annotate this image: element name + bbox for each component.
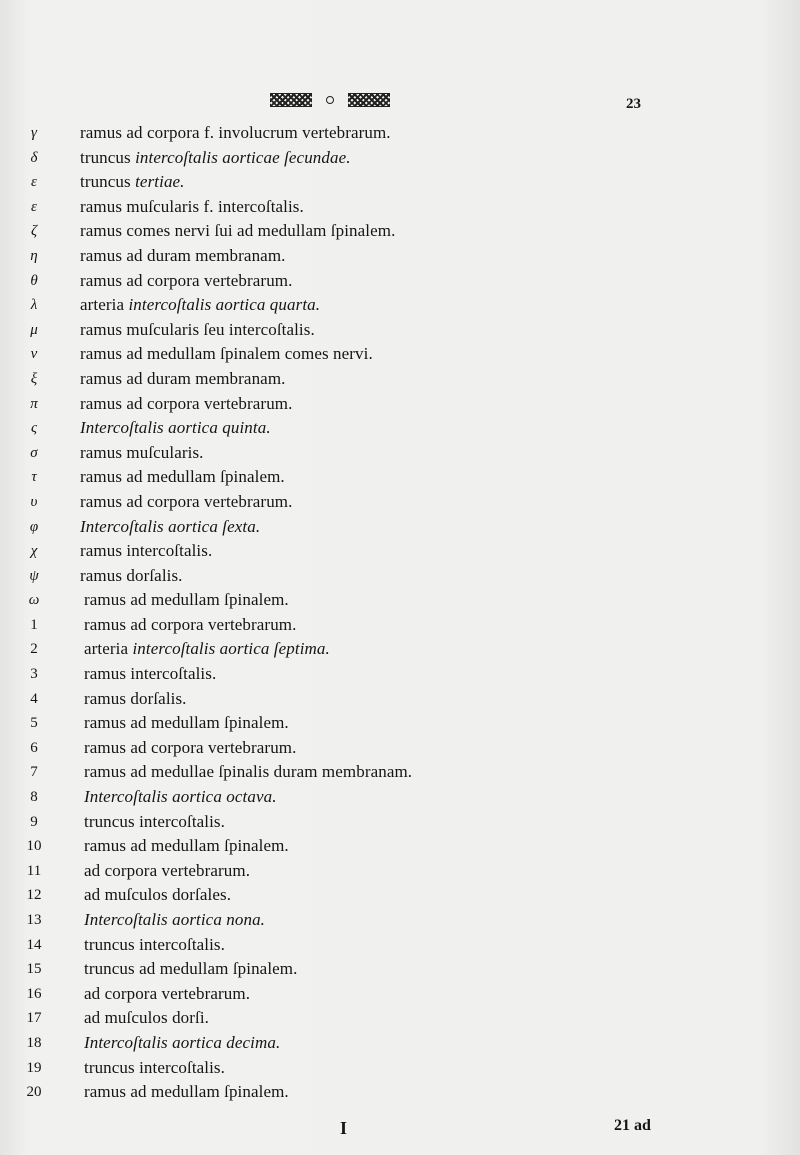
list-item xyxy=(0,392,800,417)
list-item xyxy=(0,146,800,171)
list-item xyxy=(0,883,800,908)
list-item xyxy=(0,219,800,244)
list-item xyxy=(0,195,800,220)
entry-text: ramus muſcularis f. intercoſtalis. xyxy=(80,196,304,216)
entry-marker: 20 xyxy=(26,1084,42,1101)
entry-text: ramus ad medullam ſpinalem. xyxy=(80,467,285,487)
list-item xyxy=(0,760,800,785)
entry-text: ramus muſcularis. xyxy=(80,442,204,462)
list-item xyxy=(0,293,800,318)
entry-marker: π xyxy=(30,395,38,412)
list-item xyxy=(0,539,800,564)
list-item xyxy=(0,342,800,367)
entry-marker: 17 xyxy=(26,1010,42,1027)
entry-text: ramus ad corpora vertebrarum. xyxy=(80,270,293,290)
ornament-circle-icon xyxy=(326,96,334,104)
entry-text: ad muſculos dorſi. xyxy=(84,1008,210,1028)
entry-list xyxy=(0,121,800,1105)
list-item xyxy=(0,1031,800,1056)
entry-marker: ε xyxy=(31,174,37,191)
entry-marker: λ xyxy=(30,297,38,314)
entry-text: ramus dorſalis. xyxy=(80,565,183,585)
list-item xyxy=(0,416,800,441)
entry-marker: 6 xyxy=(30,739,38,756)
entry-text: ad corpora vertebrarum. xyxy=(84,983,251,1003)
list-item xyxy=(0,465,800,490)
list-item xyxy=(0,662,800,687)
list-item xyxy=(0,170,800,195)
entry-text: ramus ad medullae ſpinalis duram membranam. xyxy=(84,762,413,782)
entry-text: ramus ad corpora vertebrarum. xyxy=(80,491,293,511)
entry-text: truncus intercoſtalis. xyxy=(84,1057,225,1077)
entry-marker: 19 xyxy=(26,1059,42,1076)
entry-text: ramus intercoſtalis. xyxy=(80,541,213,561)
list-item xyxy=(0,982,800,1007)
entry-text: truncus intercoſtalis. xyxy=(84,811,225,831)
entry-text xyxy=(84,785,277,810)
list-item xyxy=(0,834,800,859)
entry-marker: δ xyxy=(30,149,38,166)
page-number: 23 xyxy=(626,96,641,112)
entry-text-italic: Intercoſtalis aortica decima. xyxy=(84,1032,281,1052)
entry-marker: 18 xyxy=(26,1034,42,1051)
list-item xyxy=(0,933,800,958)
entry-marker: υ xyxy=(30,493,38,510)
entry-text: ramus ad corpora vertebrarum. xyxy=(80,393,293,413)
ornament-left-icon xyxy=(270,93,312,107)
entry-marker: χ xyxy=(30,543,38,560)
entry-marker: 15 xyxy=(26,961,42,978)
entry-text-italic: Intercoſtalis aortica ſexta. xyxy=(80,516,261,536)
entry-marker: 9 xyxy=(30,813,38,830)
entry-text-roman: truncus xyxy=(80,172,136,192)
entry-text: ramus ad medullam ſpinalem. xyxy=(84,713,289,733)
entry-text: truncus intercoſtalis. xyxy=(84,934,225,954)
entry-marker: 14 xyxy=(26,936,42,953)
entry-text: ramus intercoſtalis. xyxy=(84,664,217,684)
entry-text: ramus comes nervi ſui ad medullam ſpinalem. xyxy=(80,221,396,241)
list-item xyxy=(0,121,800,146)
entry-marker: 7 xyxy=(30,764,38,781)
entry-marker: 5 xyxy=(30,715,38,732)
entry-text: truncus ad medullam ſpinalem. xyxy=(84,959,298,979)
entry-text: ramus ad duram membranam. xyxy=(80,245,286,265)
list-item xyxy=(0,1006,800,1031)
entry-text: ramus ad medullam ſpinalem comes nervi. xyxy=(80,344,373,364)
entry-marker: ε xyxy=(31,198,37,215)
entry-marker: 4 xyxy=(30,690,38,707)
list-item xyxy=(0,515,800,540)
entry-marker: φ xyxy=(29,518,39,535)
entry-marker: ω xyxy=(28,592,40,609)
list-item xyxy=(0,957,800,982)
entry-text: ramus ad medullam ſpinalem. xyxy=(84,836,289,856)
entry-text-italic: Intercoſtalis aortica nona. xyxy=(84,910,266,929)
list-item xyxy=(0,441,800,466)
entry-text-italic: intercoſtalis aorticae ſecundae. xyxy=(135,147,351,167)
list-item xyxy=(0,1080,800,1105)
ornament-right-icon xyxy=(348,93,390,107)
entry-text xyxy=(80,170,185,195)
entry-marker: 8 xyxy=(30,789,38,806)
entry-text-roman: truncus xyxy=(80,147,136,167)
header-ornament xyxy=(270,90,390,110)
entry-marker: 1 xyxy=(30,616,38,633)
list-item xyxy=(0,736,800,761)
entry-text: ramus ad medullam ſpinalem. xyxy=(84,590,289,610)
entry-marker: σ xyxy=(30,444,38,461)
entry-marker: τ xyxy=(31,469,37,486)
entry-text-roman: arteria xyxy=(84,639,133,659)
list-item xyxy=(0,711,800,736)
entry-text: ramus ad medullam ſpinalem. xyxy=(84,1082,289,1102)
entry-marker: 16 xyxy=(26,985,42,1002)
entry-text-italic: intercoſtalis aortica ſeptima. xyxy=(132,639,330,659)
list-item xyxy=(0,613,800,638)
list-item xyxy=(0,588,800,613)
entry-marker: 2 xyxy=(30,641,38,658)
list-item xyxy=(0,1056,800,1081)
entry-text-italic: Intercoſtalis aortica octava. xyxy=(84,787,277,807)
catchword: 21 ad xyxy=(614,1117,651,1134)
entry-text: ramus ad corpora f. involucrum vertebrarum. xyxy=(80,123,391,142)
entry-text: ramus dorſalis. xyxy=(84,688,187,708)
entry-text: ramus muſcularis ſeu intercoſtalis. xyxy=(80,319,315,339)
entry-marker: ξ xyxy=(30,370,38,387)
list-item xyxy=(0,637,800,662)
list-item xyxy=(0,490,800,515)
list-item xyxy=(0,810,800,835)
entry-text: ramus ad corpora vertebrarum. xyxy=(84,737,297,757)
entry-marker: 11 xyxy=(26,862,42,879)
entry-text-italic: Intercoſtalis aortica quinta. xyxy=(80,418,271,438)
entry-marker: ζ xyxy=(30,223,38,240)
list-item xyxy=(0,244,800,269)
entry-text: ad muſculos dorſales. xyxy=(84,885,232,905)
entry-marker: η xyxy=(30,247,38,264)
entry-text xyxy=(80,293,320,318)
entry-text: ramus ad corpora vertebrarum. xyxy=(84,614,297,634)
entry-marker: 10 xyxy=(26,838,42,855)
entry-text xyxy=(80,416,271,441)
entry-text-italic: intercoſtalis aortica quarta. xyxy=(128,295,321,315)
list-item xyxy=(0,564,800,589)
entry-text xyxy=(84,637,330,662)
signature-mark: I xyxy=(340,1118,348,1138)
entry-marker: γ xyxy=(31,125,37,141)
entry-marker: 13 xyxy=(26,912,42,928)
list-item xyxy=(0,859,800,884)
entry-text xyxy=(84,908,265,933)
entry-text-roman: arteria xyxy=(80,295,129,315)
entry-text xyxy=(84,1031,280,1056)
entry-marker: ψ xyxy=(29,567,39,584)
list-item xyxy=(0,687,800,712)
list-item xyxy=(0,785,800,810)
entry-marker: μ xyxy=(30,321,38,338)
entry-marker: 12 xyxy=(26,887,42,904)
entry-text: ad corpora vertebrarum. xyxy=(84,860,251,880)
entry-marker: 3 xyxy=(30,666,38,683)
entry-text-italic: tertiae. xyxy=(135,172,185,192)
entry-marker: θ xyxy=(30,272,38,289)
entry-marker: ς xyxy=(30,420,38,437)
list-item xyxy=(0,908,800,933)
list-item xyxy=(0,269,800,294)
entry-text xyxy=(80,515,260,540)
entry-text: ramus ad duram membranam. xyxy=(80,368,286,388)
entry-marker: ν xyxy=(30,346,38,363)
entry-text xyxy=(80,146,351,171)
list-item xyxy=(0,367,800,392)
list-item xyxy=(0,318,800,343)
